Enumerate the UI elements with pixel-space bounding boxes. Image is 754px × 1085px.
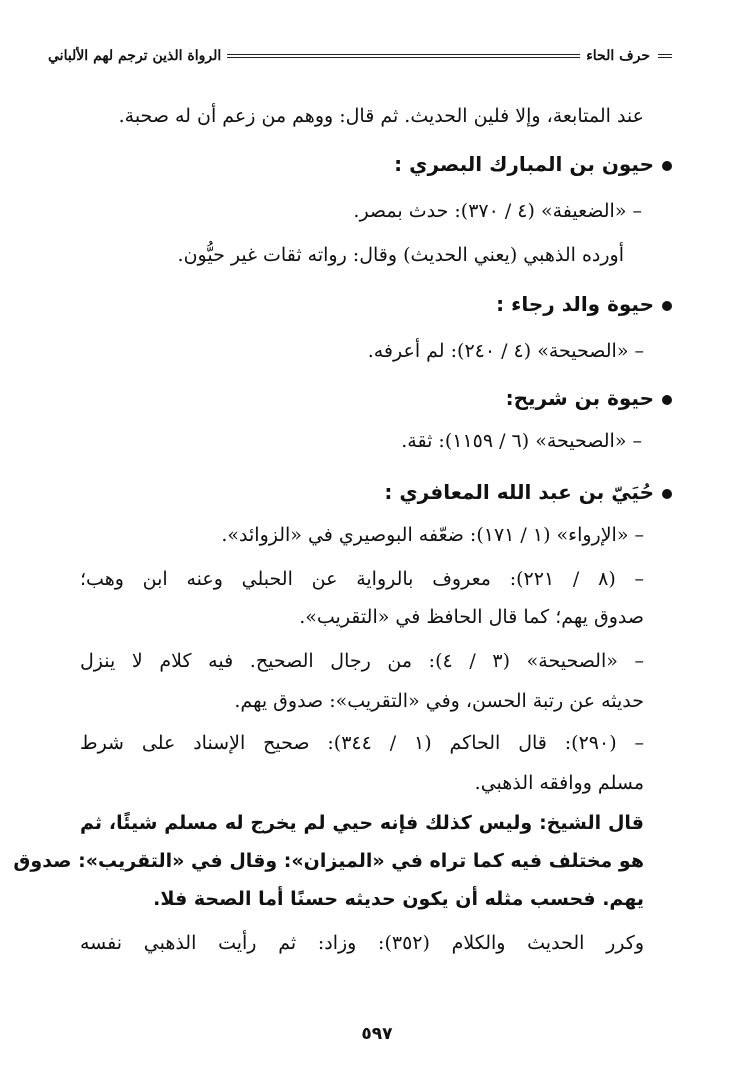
citation-line: – «الصحيحة» (٦ / ١١٥٩): ثقة.: [401, 430, 642, 452]
text-line: حديثه عن رتبة الحسن، وفي «التقريب»: صدوق يهم.: [234, 690, 644, 712]
header-section: الرواة الذين ترجم لهم الألباني: [48, 48, 222, 64]
entry-heading: حيون بن المبارك البصري :: [394, 152, 672, 176]
page-number: ٥٩٧: [361, 1024, 393, 1044]
text-line: مسلم ووافقه الذهبي.: [474, 772, 644, 794]
citation-line: – «الصحيحة» (٤ / ٢٤٠): لم أعرفه.: [367, 340, 644, 362]
header-rule: [227, 54, 580, 58]
text-line: أورده الذهبي (يعني الحديث) وقال: رواته ثقات غير حيُّون.: [177, 244, 624, 266]
header-chapter: حرف الحاء: [586, 48, 650, 64]
sheikh-comment: قال الشيخ: وليس كذلك فإنه حيي لم يخرج له مسلم شيئًا، ثم: [80, 812, 644, 834]
citation-line: – «الإرواء» (١ / ١٧١): ضعّفه البوصيري في «الزوائد».: [221, 524, 644, 546]
bullet-icon: [662, 161, 672, 171]
header-dash: [658, 54, 672, 58]
running-header: [48, 44, 672, 68]
citation-line: – «الضعيفة» (٤ / ٣٧٠): حدث بمصر.: [353, 200, 642, 222]
bullet-icon: [662, 395, 672, 405]
citation-line: – «الصحيحة» (٣ / ٤): من رجال الصحيح. فيه كلام لا ينزل: [80, 650, 645, 672]
bullet-icon: [662, 489, 672, 499]
sheikh-comment: هو مختلف فيه كما تراه في «الميزان»: وقال في «التقريب»: صدوق: [13, 850, 644, 872]
sheikh-comment: يهم. فحسب مثله أن يكون حديثه حسنًا أما الصحة فلا.: [153, 888, 644, 910]
entry-heading: حيوة بن شريح:: [506, 386, 672, 410]
citation-line: – (٢٩٠): قال الحاكم (١ / ٣٤٤): صحيح الإسناد على شرط: [80, 732, 645, 754]
entry-heading: حيوة والد رجاء :: [496, 292, 672, 316]
text-line: عند المتابعة، وإلا فلين الحديث. ثم قال: ووهم من زعم أن له صحبة.: [118, 105, 644, 127]
bullet-icon: [662, 301, 672, 311]
text-line: وكرر الحديث والكلام (٣٥٢): وزاد: ثم رأيت الذهبي نفسه: [80, 932, 644, 954]
text-line: صدوق يهم؛ كما قال الحافظ في «التقريب».: [299, 606, 644, 628]
citation-line: – (٨ / ٢٢١): معروف بالرواية عن الحبلي وعنه ابن وهب؛: [80, 568, 645, 590]
entry-heading: حُيَيّ بن عبد الله المعافري :: [384, 480, 672, 504]
